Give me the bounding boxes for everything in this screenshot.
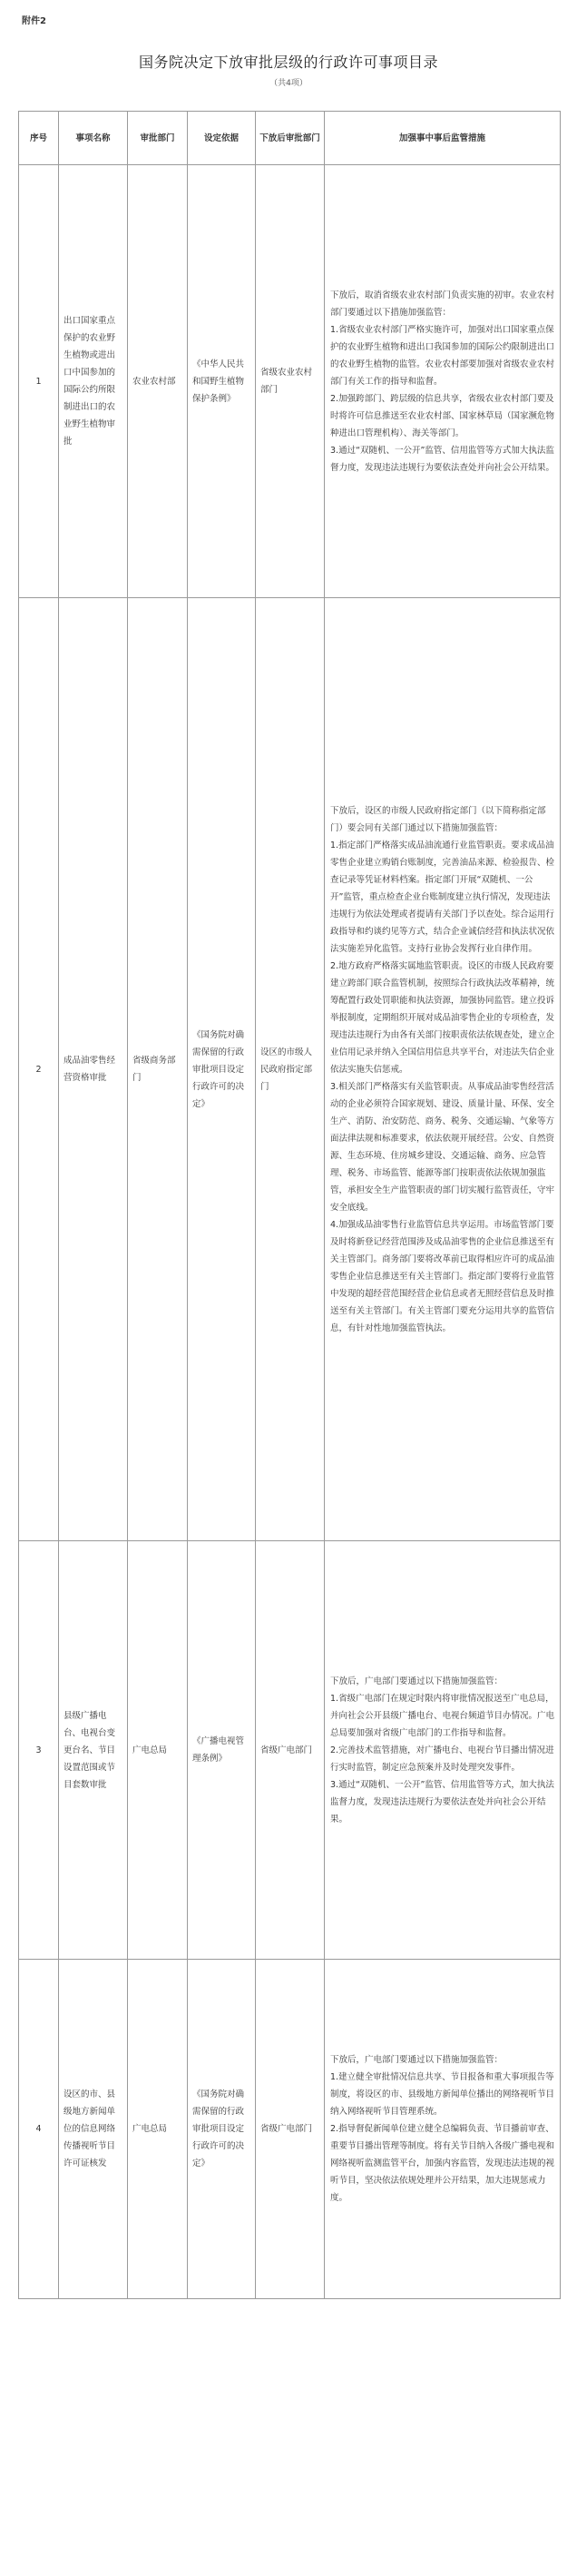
column-header-dept: 审批部门 — [128, 112, 188, 165]
table-row — [19, 1960, 561, 2299]
new-approval-dept: 省级农业农村部门 — [256, 165, 325, 598]
measure-paragraph: 2.加强跨部门、跨层级的信息共享，省级农业农村部门要及时将许可信息推送至农业农村部、国家林草局（国家濒危物种进出口管理机构）、海关等部门。 — [330, 393, 555, 438]
new-approval-dept: 省级广电部门 — [256, 1541, 325, 1960]
table-row — [19, 165, 561, 598]
measure-paragraph: 1.省级广电部门在规定时限内将审批情况报送至广电总局，并向社会公开县级广播电台、电视台频道节目办情况。广电总局要加强对省级广电部门的工作指导和监督。 — [330, 1693, 555, 1738]
row-number: 4 — [19, 1960, 59, 2299]
approval-dept: 省级商务部门 — [128, 598, 188, 1541]
measure-paragraph: 3.相关部门严格落实有关监管职责。从事成品油零售经营活动的企业必须符合国家规划、建设、质量计量、环保、安全生产、消防、治安防范、商务、税务、交通运输、气象等方面法律法规和标准要求，依法依规开展经营。公安、自然资源、生态环境、住房城乡建设、交通运输、商务、应急管理、税务、市场监管、能源等部门按职责依法依规加强监管，承担安全生产监管职责的部门切实履行监管责任，守牢安全底线。 — [330, 1081, 555, 1213]
page-subtitle: （共4项） — [269, 79, 308, 88]
measure-paragraph: 下放后，取消省级农业农村部门负责实施的初审。农业农村部门要通过以下措施加强监管： — [330, 290, 555, 318]
approval-dept: 农业农村部 — [128, 165, 188, 598]
row-number: 3 — [19, 1541, 59, 1960]
row-number: 1 — [19, 165, 59, 598]
measure-paragraph: 下放后，设区的市级人民政府指定部门（以下简称指定部门）要会同有关部门通过以下措施加强监管： — [330, 805, 546, 833]
approval-dept: 广电总局 — [128, 1960, 188, 2299]
table-header-row — [19, 112, 561, 165]
item-name: 县级广播电台、电视台变更台名、节目设置范围或节目套数审批 — [59, 1541, 128, 1960]
item-name: 成品油零售经营资格审批 — [59, 598, 128, 1541]
row-number: 2 — [19, 598, 59, 1541]
measure-paragraph: 2.指导督促新闻单位建立健全总编辑负责、节目播前审查、重要节目播出管理等制度。将有关节目纳入各级广播电视和网络视听监测监管平台，加强内容监管，发现违法违规的视听节目，坚决依法依规处理并公开结果，加大违规惩戒力度。 — [330, 2124, 555, 2203]
column-header-measures: 加强事中事后监管措施 — [325, 112, 561, 165]
legal-basis: 《广播电视管理条例》 — [188, 1541, 256, 1960]
supervision-measures — [325, 165, 561, 598]
column-header-new-dept: 下放后审批部门 — [256, 112, 325, 165]
item-name: 出口国家重点保护的农业野生植物或进出口中国参加的国际公约所限制进出口的农业野生植物审批 — [59, 165, 128, 598]
table-row — [19, 598, 561, 1541]
legal-basis: 《国务院对确需保留的行政审批项目设定行政许可的决定》 — [188, 1960, 256, 2299]
supervision-measures — [325, 1960, 561, 2299]
measure-paragraph: 1.建立健全审批情况信息共享、节目报备和重大事项报告等制度，将设区的市、县级地方新闻单位播出的网络视听节目纳入网络视听节目管理系统。 — [330, 2072, 555, 2117]
table-row — [19, 1541, 561, 1960]
approval-dept: 广电总局 — [128, 1541, 188, 1960]
new-approval-dept: 省级广电部门 — [256, 1960, 325, 2299]
approval-items-table — [18, 111, 561, 2299]
measure-paragraph: 2.完善技术监管措施，对广播电台、电视台节目播出情况进行实时监管，制定应急预案并及时处理突发事件。 — [330, 1745, 554, 1773]
legal-basis: 《国务院对确需保留的行政审批项目设定行政许可的决定》 — [188, 598, 256, 1541]
measure-paragraph: 1.省级农业农村部门严格实施许可，加强对出口国家重点保护的农业野生植物和进出口我国参加的国际公约限制进出口的农业野生植物的监管。农业农村部要加强对省级农业农村部门有关工作的指导和监督。 — [330, 324, 555, 387]
measure-paragraph: 3.通过“双随机、一公开”监管、信用监管等方式加大执法监督力度，发现违法违规行为要依法查处并向社会公开结果。 — [330, 445, 555, 473]
measure-paragraph: 下放后，广电部门要通过以下措施加强监管： — [330, 2055, 504, 2065]
measure-paragraph: 1.指定部门严格落实成品油流通行业监管职责。要求成品油零售企业建立购销台账制度，完善油品来源、检验报告、检查记录等凭证材料档案。指定部门开展“双随机、一公开”监管，重点检查企业台账制度建立执行情况，发现违法违规行为依法处理或者提请有关部门予以查处。综合运用行政指导和约谈约见等方式，结合企业诚信经营和执法状况依法实施差异化监管。支持行业协会发挥行业自律作用。 — [330, 840, 555, 954]
legal-basis: 《中华人民共和国野生植物保护条例》 — [188, 165, 256, 598]
supervision-measures — [325, 598, 561, 1541]
measure-paragraph: 2.地方政府严格落实属地监管职责。设区的市级人民政府要建立跨部门联合监管机制，按照综合行政执法改革精神，统筹配置行政处罚职能和执法资源，加强协同监管。建立投诉举报制度，定期组织开展对成品油零售企业的专项检查，发现违法违规行为由各有关部门按职责依法依规查处，建立企业信用记录并纳入全国信用信息共享平台，对违法失信企业依法实施失信惩戒。 — [330, 960, 555, 1075]
supervision-measures — [325, 1541, 561, 1960]
page-title: 国务院决定下放审批层级的行政许可事项目录 — [138, 54, 438, 71]
column-header-no: 序号 — [19, 112, 59, 165]
measure-paragraph: 4.加强成品油零售行业监管信息共享运用。市场监管部门要及时将新登记经营范围涉及成品油零售的企业信息推送至有关主管部门。商务部门要将改革前已取得相应许可的成品油零售企业信息推送至有关主管部门。指定部门要将行业监管中发现的超经营范围经营企业信息或者无照经营信息及时推送至有关主管部门。有关主管部门要充分运用共享的监管信息，有针对性地加强监管执法。 — [330, 1219, 555, 1333]
measure-paragraph: 下放后，广电部门要通过以下措施加强监管： — [330, 1676, 504, 1686]
item-name: 设区的市、县级地方新闻单位的信息网络传播视听节目许可证核发 — [59, 1960, 128, 2299]
measure-paragraph: 3.通过“双随机、一公开”监管、信用监管等方式，加大执法监督力度，发现违法违规行为要依法查处并向社会公开结果。 — [330, 1779, 554, 1824]
attachment-label: 附件2 — [22, 16, 46, 26]
column-header-basis: 设定依据 — [188, 112, 256, 165]
column-header-name: 事项名称 — [59, 112, 128, 165]
new-approval-dept: 设区的市级人民政府指定部门 — [256, 598, 325, 1541]
